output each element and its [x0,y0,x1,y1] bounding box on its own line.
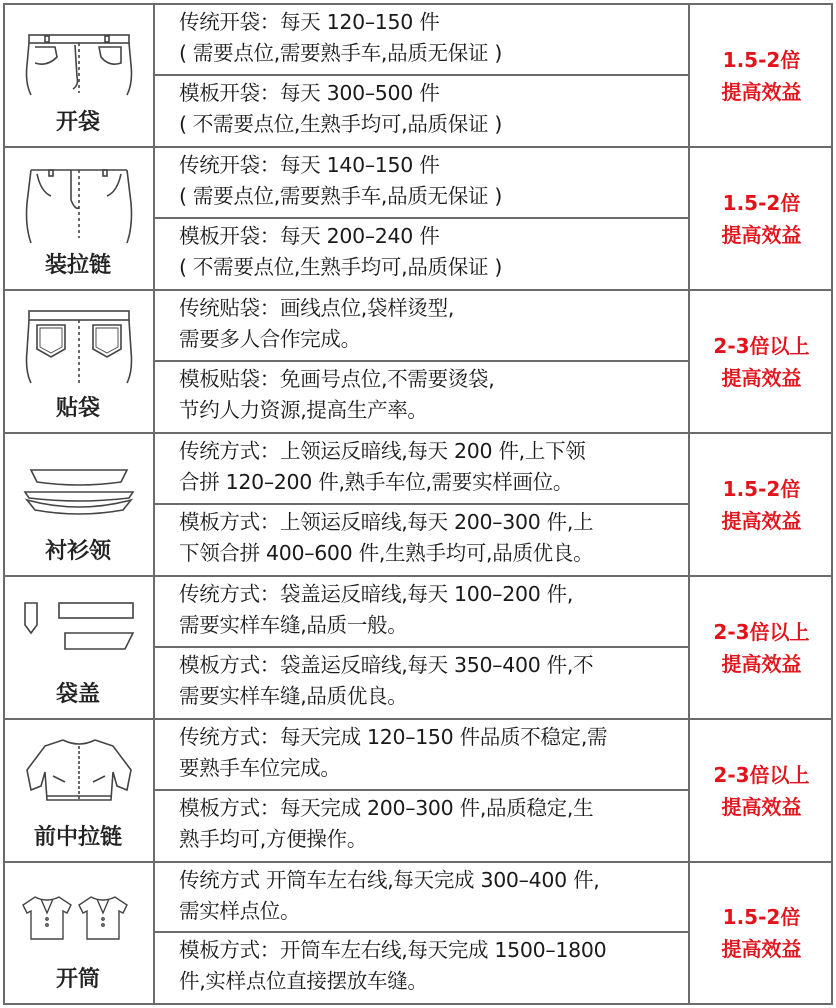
template-method [155,791,688,862]
efficiency-label: 提高效益 [721,222,802,247]
description-cell [155,720,690,861]
table-row [3,3,833,148]
table-row [3,146,833,291]
image-cell [5,863,155,1003]
traditional-line: 传统方式：袋盖运反暗线,每天 100–200 件, [179,582,574,606]
template-line: ( 不需要点位,生熟手均可,品质保证 ) [179,254,503,279]
traditional-line: 传统方式：上领运反暗线,每天 200 件,上下领 [179,439,586,463]
template-line: 节约人力资源,提高生产率。 [179,397,428,422]
template-line: 模板开袋：每天 200–240 件 [179,223,440,248]
shirt-collar-icon [5,434,151,534]
traditional-line: 需要实样车缝,品质一般。 [179,613,408,637]
efficiency-multiplier: 2-3倍以上 [713,619,810,644]
result-cell [692,291,831,432]
row-label: 衬衫领 [44,539,111,564]
template-line: 熟手均可,方便操作。 [179,826,368,851]
polo-shirts-placket-icon [5,863,151,963]
image-cell [5,291,155,432]
jeans-back-pockets-icon [5,291,151,391]
zip-jacket-icon [5,720,151,820]
traditional-line: 传统方式：每天完成 120–150 件品质不稳定,需 [179,725,608,749]
result-cell [692,148,831,289]
table-row [3,432,833,577]
template-method [155,76,688,147]
efficiency-label: 提高效益 [721,79,802,104]
table-row [3,575,833,720]
traditional-line: 要熟手车位完成。 [179,756,341,780]
efficiency-multiplier: 1.5-2倍 [722,190,801,215]
efficiency-multiplier: 1.5-2倍 [722,47,801,72]
efficiency-label: 提高效益 [721,937,802,961]
image-cell [5,434,155,575]
template-line: 模板开袋：每天 300–500 件 [179,80,440,105]
efficiency-multiplier: 1.5-2倍 [722,905,801,929]
efficiency-multiplier: 2-3倍以上 [713,333,810,358]
template-method [155,219,688,290]
efficiency-label: 提高效益 [721,651,802,676]
description-cell [155,434,690,575]
traditional-method [155,291,688,362]
efficiency-multiplier: 1.5-2倍 [722,476,801,501]
template-line: 模板贴袋：免画号点位,不需要烫袋, [179,366,495,391]
traditional-line: ( 需要点位,需要熟手车,品质无保证 ) [179,41,503,65]
trousers-zipper-icon [5,148,151,248]
traditional-method [155,434,688,505]
template-line: 需要实样车缝,品质优良。 [179,683,408,708]
row-label: 装拉链 [44,253,111,278]
description-cell [155,148,690,289]
description-cell [155,863,690,1003]
efficiency-label: 提高效益 [721,508,802,533]
efficiency-label: 提高效益 [721,365,802,390]
traditional-line: 传统开袋：每天 120–150 件 [179,10,440,34]
traditional-method [155,5,688,76]
image-cell [5,5,155,146]
comparison-table [3,3,833,1005]
traditional-line: 传统开袋：每天 140–150 件 [179,153,440,177]
image-cell [5,720,155,861]
table-row [3,718,833,863]
template-line: 件,实样点位直接摆放车缝。 [179,969,428,993]
traditional-line: ( 需要点位,需要熟手车,品质无保证 ) [179,184,503,208]
result-cell [692,720,831,861]
pocket-flap-icon [5,577,151,677]
efficiency-label: 提高效益 [721,794,802,819]
template-line: 模板方式：袋盖运反暗线,每天 350–400 件,不 [179,652,594,677]
traditional-method [155,148,688,219]
row-label: 贴袋 [55,396,100,421]
traditional-method [155,863,688,933]
template-line: ( 不需要点位,生熟手均可,品质保证 ) [179,111,503,136]
table-row [3,861,833,1005]
description-cell [155,577,690,718]
template-method [155,648,688,719]
trousers-front-pockets-icon [5,5,151,105]
template-method [155,505,688,576]
row-label: 开筒 [55,967,100,992]
traditional-line: 传统贴袋：画线点位,袋样烫型, [179,296,455,320]
result-cell [692,577,831,718]
template-line: 模板方式：每天完成 200–300 件,品质稳定,生 [179,795,594,820]
result-cell [692,863,831,1003]
traditional-method [155,720,688,791]
row-label: 袋盖 [55,682,100,707]
result-cell [692,5,831,146]
template-method [155,933,688,1003]
template-line: 模板方式：开筒车左右线,每天完成 1500–1800 [179,938,607,962]
row-label: 前中拉链 [33,825,122,850]
template-method [155,362,688,433]
result-cell [692,434,831,575]
traditional-line: 需要多人合作完成。 [179,327,361,351]
traditional-line: 需实样点位。 [179,899,301,923]
image-cell [5,577,155,718]
image-cell [5,148,155,289]
template-line: 下领合拼 400–600 件,生熟手均可,品质优良。 [179,540,594,565]
efficiency-multiplier: 2-3倍以上 [713,762,810,787]
row-label: 开袋 [55,110,100,135]
description-cell [155,291,690,432]
table-row [3,289,833,434]
traditional-line: 合拼 120–200 件,熟手车位,需要实样画位。 [179,470,574,494]
traditional-line: 传统方式 开筒车左右线,每天完成 300–400 件, [179,868,600,892]
template-line: 模板方式：上领运反暗线,每天 200–300 件,上 [179,509,594,534]
traditional-method [155,577,688,648]
description-cell [155,5,690,146]
